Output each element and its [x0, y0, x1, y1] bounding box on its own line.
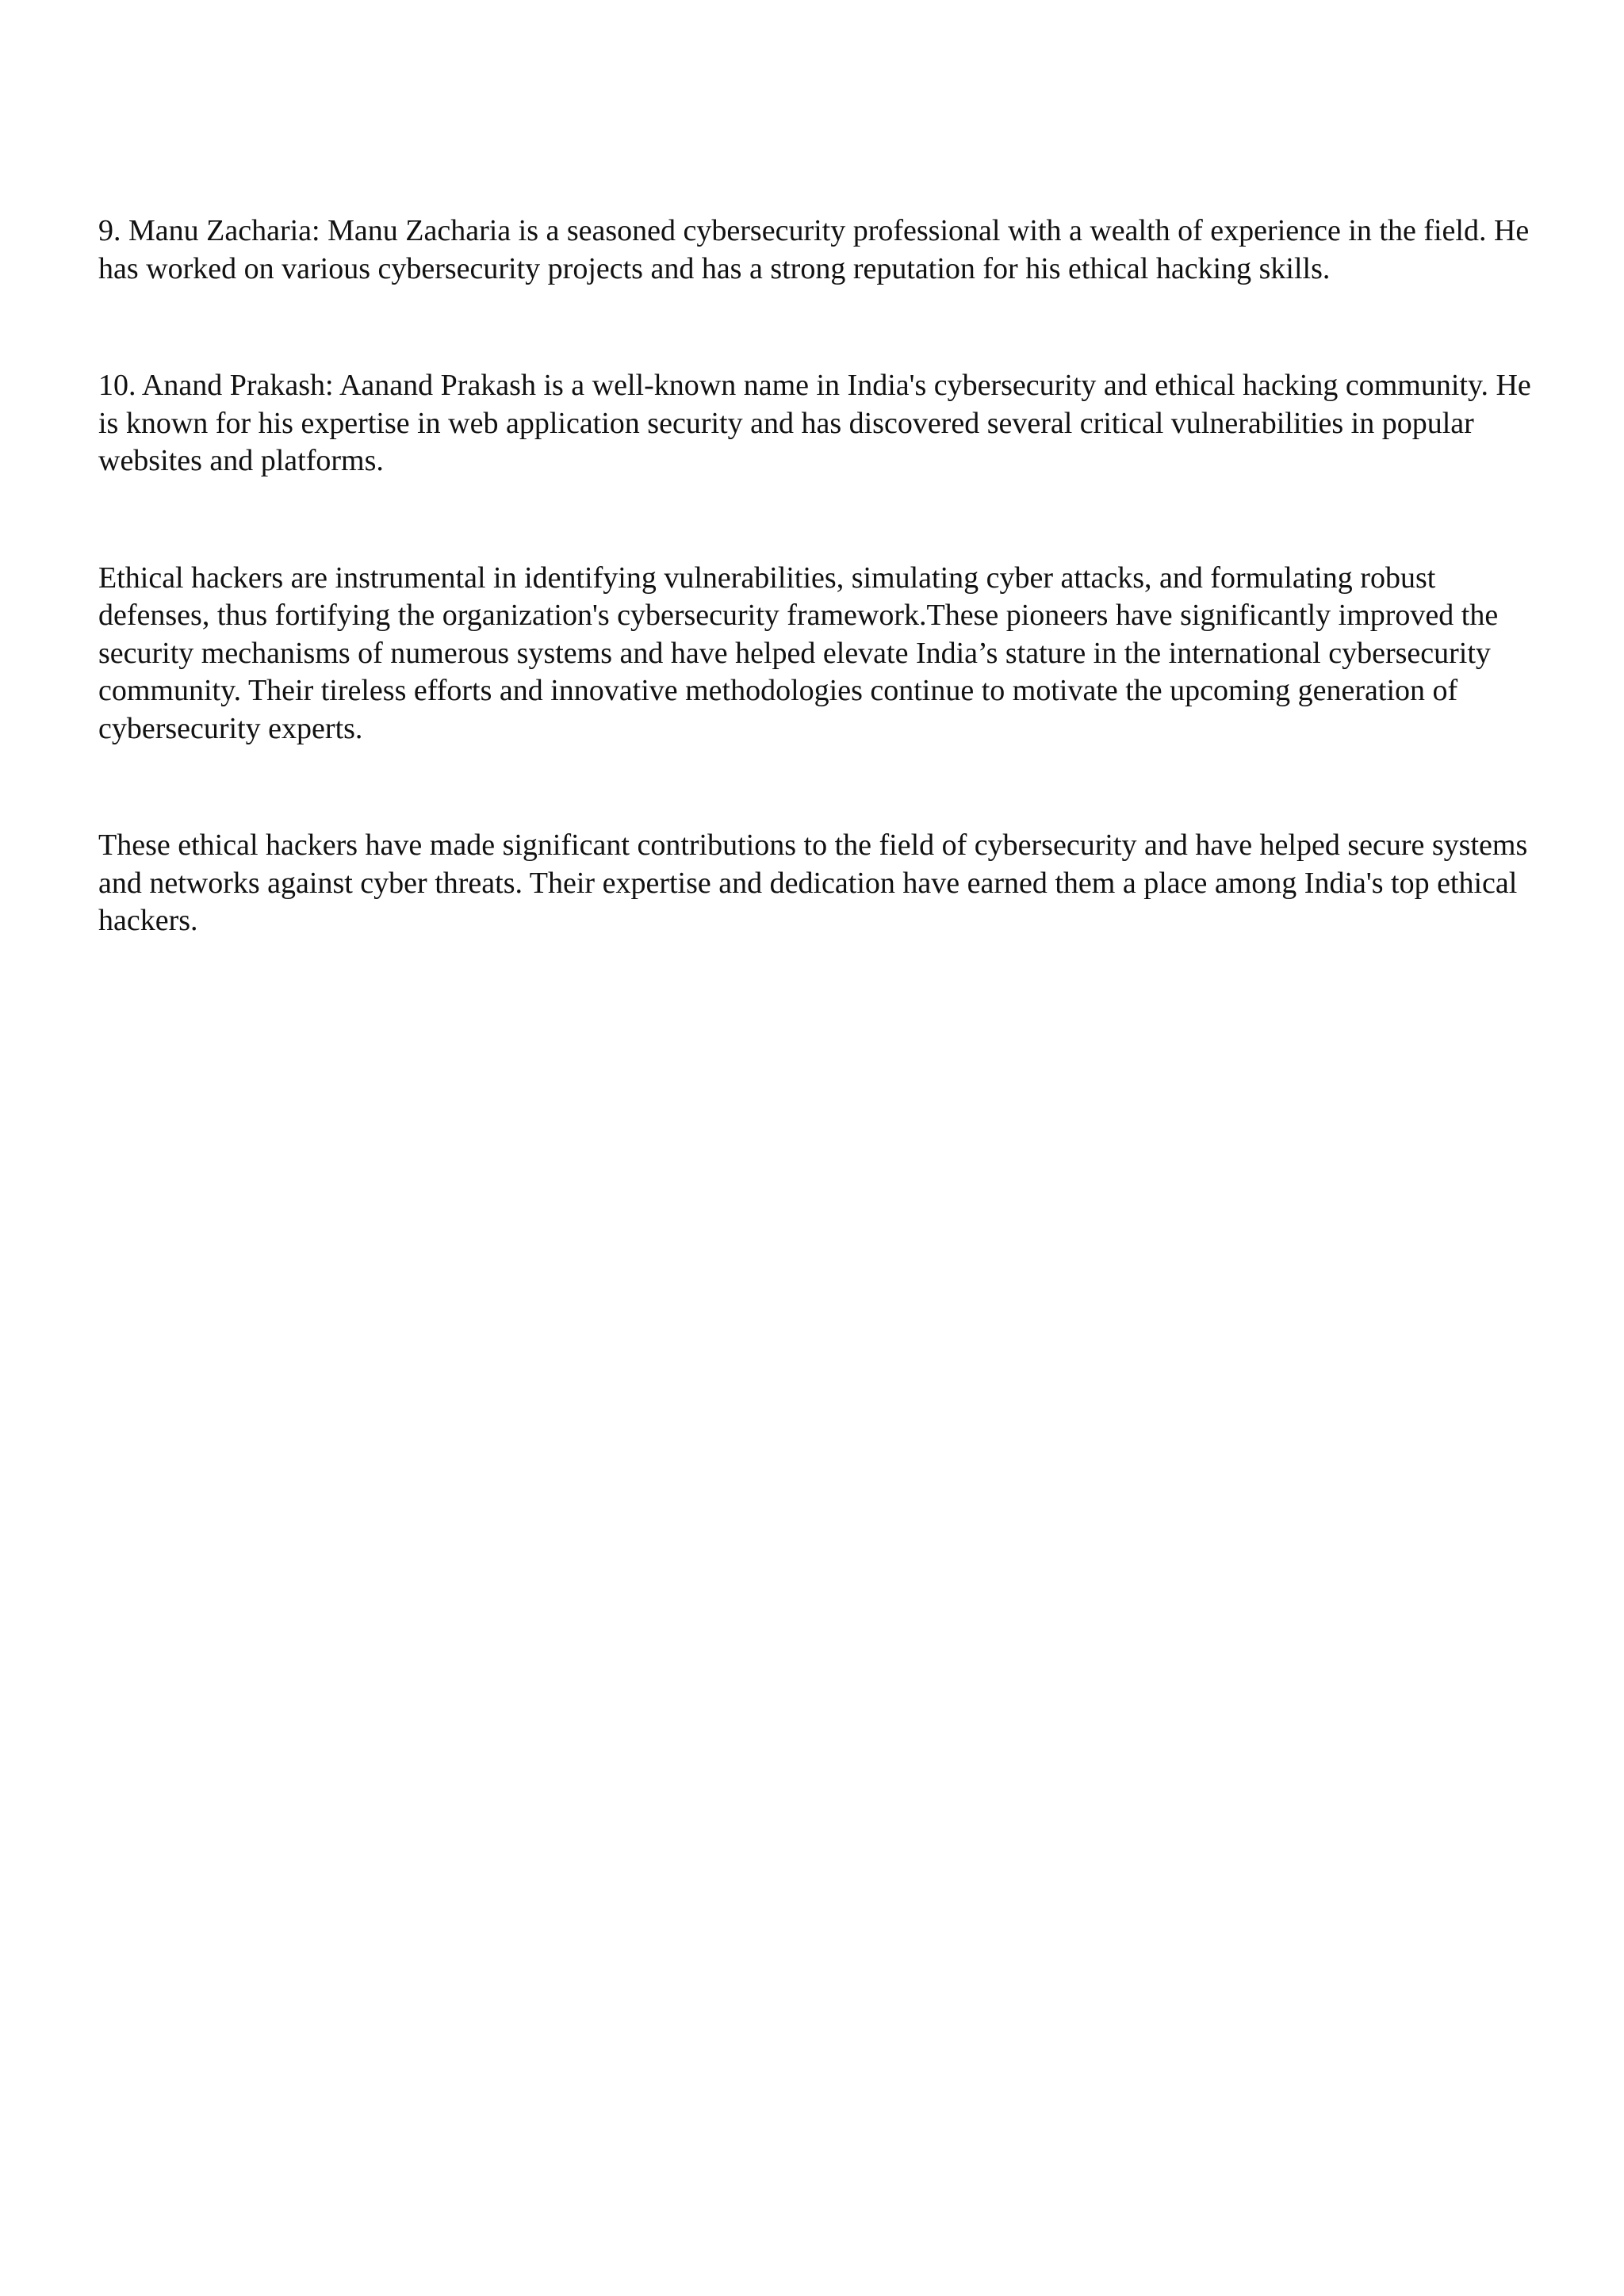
document-body	[98, 212, 1534, 940]
paragraph-manu-zacharia: 9. Manu Zacharia: Manu Zacharia is a seasoned cybersecurity professional with a wealth of experience in the field. He has worked on various cybersecurity projects and has a strong reputation for his ethical hacking skills.	[98, 214, 1530, 285]
paragraph-spacer	[98, 288, 1534, 367]
paragraph-ethical-hackers-role: Ethical hackers are instrumental in identifying vulnerabilities, simulating cyber attacks, and formulating robust defenses, thus fortifying the organization's cybersecurity framework.These pioneers have significantly improved the security mechanisms of numerous systems and have helped elevate India’s stature in the international cybersecurity community. Their tireless efforts and innovative methodologies continue to motivate the upcoming generation of cybersecurity experts.	[98, 561, 1499, 745]
paragraph-spacer	[98, 748, 1534, 827]
paragraph-conclusion: These ethical hackers have made significant contributions to the field of cybersecurity and have helped secure systems and networks against cyber threats. Their expertise and dedication have earned them a place among India's top ethical hackers.	[98, 828, 1528, 937]
paragraph-spacer	[98, 480, 1534, 560]
paragraph-anand-prakash: 10. Anand Prakash: Aanand Prakash is a well-known name in India's cybersecurity and ethical hacking community. He is known for his expertise in web application security and has discovered several critical vulnerabilities in popular websites and platforms.	[98, 369, 1531, 477]
